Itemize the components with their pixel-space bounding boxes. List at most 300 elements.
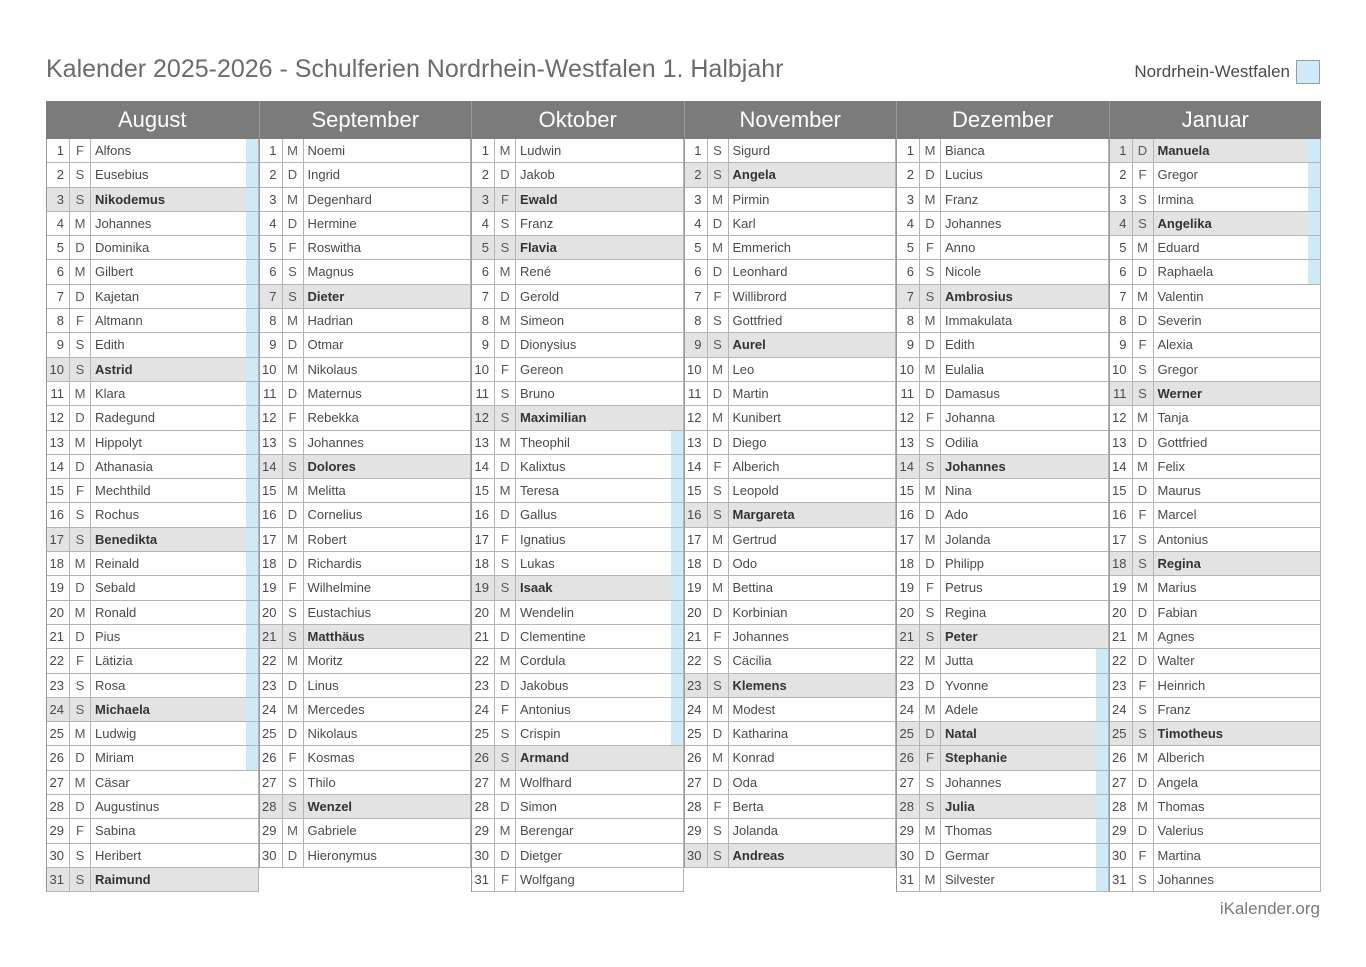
weekday: F	[1133, 503, 1154, 526]
day-number: 30	[472, 844, 495, 867]
day-number: 17	[897, 528, 920, 551]
weekday: D	[283, 212, 304, 235]
name-day: Yvonne	[945, 677, 989, 693]
name-day: Maternus	[307, 385, 362, 401]
weekday: S	[283, 285, 304, 308]
name-day: Nikolaus	[307, 361, 358, 377]
day-row	[47, 163, 259, 187]
name-day: Ewald	[520, 191, 558, 207]
weekday: D	[708, 382, 729, 405]
day-number: 14	[897, 455, 920, 478]
name-day: Tanja	[1157, 410, 1189, 426]
day-row	[685, 844, 897, 868]
day-number: 30	[260, 844, 283, 867]
weekday: F	[495, 358, 516, 381]
name-day: Marius	[1157, 580, 1197, 596]
day-row	[1110, 601, 1322, 625]
weekday: D	[70, 455, 91, 478]
name-day: Alberich	[1157, 750, 1205, 766]
day-row	[897, 552, 1109, 576]
weekday: D	[495, 503, 516, 526]
weekday: M	[1133, 285, 1154, 308]
name-day: Augustinus	[95, 799, 160, 815]
weekday: S	[70, 868, 91, 891]
name-day: Klara	[95, 385, 126, 401]
day-row	[685, 188, 897, 212]
day-number: 23	[260, 674, 283, 697]
day-row	[1110, 868, 1322, 892]
day-number: 28	[1110, 795, 1133, 818]
weekday: S	[920, 771, 941, 794]
day-number: 9	[47, 333, 70, 356]
day-number: 16	[685, 503, 708, 526]
name-day: Andreas	[732, 847, 785, 863]
name-day: Franz	[945, 191, 979, 207]
day-row	[260, 649, 472, 673]
weekday: M	[1133, 576, 1154, 599]
weekday: M	[920, 698, 941, 721]
day-number: 28	[47, 795, 70, 818]
day-row	[1110, 406, 1322, 430]
weekday: S	[283, 601, 304, 624]
weekday: S	[70, 674, 91, 697]
name-day: Regina	[945, 604, 987, 620]
name-day: Reinald	[95, 556, 140, 572]
name-day: Edith	[95, 337, 125, 353]
weekday: D	[920, 552, 941, 575]
name-day: Franz	[1157, 701, 1191, 717]
weekday: S	[283, 795, 304, 818]
day-row	[47, 601, 259, 625]
name-day: Peter	[945, 628, 978, 644]
weekday: S	[708, 309, 729, 332]
weekday: M	[708, 236, 729, 259]
day-row	[1110, 309, 1322, 333]
day-row	[47, 285, 259, 309]
name-day: Johannes	[95, 215, 152, 231]
day-number: 4	[685, 212, 708, 235]
weekday: M	[708, 358, 729, 381]
day-row	[897, 382, 1109, 406]
weekday: S	[1133, 188, 1154, 211]
day-row	[897, 163, 1109, 187]
name-day: Gregor	[1157, 167, 1198, 183]
day-row	[897, 260, 1109, 284]
name-day: Thilo	[307, 774, 336, 790]
legend	[1134, 60, 1320, 84]
name-day: Petrus	[945, 580, 983, 596]
name-day: Ambrosius	[945, 288, 1013, 304]
weekday: S	[70, 333, 91, 356]
weekday: D	[708, 552, 729, 575]
day-number: 13	[897, 431, 920, 454]
day-number: 23	[685, 674, 708, 697]
name-day: Pirmin	[732, 191, 770, 207]
day-row	[685, 601, 897, 625]
weekday: F	[283, 406, 304, 429]
weekday: M	[495, 260, 516, 283]
month-header: Januar	[1109, 101, 1322, 139]
day-number: 12	[897, 406, 920, 429]
day-row	[47, 576, 259, 600]
day-number: 31	[1110, 868, 1133, 891]
day-row	[260, 431, 472, 455]
day-row	[472, 576, 684, 600]
day-row	[1110, 552, 1322, 576]
day-row	[897, 528, 1109, 552]
day-row	[472, 868, 684, 892]
weekday: F	[1133, 844, 1154, 867]
day-row	[1110, 528, 1322, 552]
day-row	[1110, 625, 1322, 649]
day-number: 20	[897, 601, 920, 624]
day-row	[685, 431, 897, 455]
day-number: 18	[472, 552, 495, 575]
weekday: D	[70, 746, 91, 769]
day-row	[1110, 722, 1322, 746]
day-row	[260, 260, 472, 284]
day-number: 6	[685, 260, 708, 283]
day-number: 24	[897, 698, 920, 721]
weekday: S	[920, 795, 941, 818]
day-number: 27	[685, 771, 708, 794]
day-number: 31	[47, 868, 70, 891]
day-number: 27	[1110, 771, 1133, 794]
name-day: Dieter	[307, 288, 345, 304]
weekday: S	[495, 382, 516, 405]
weekday: M	[920, 139, 941, 162]
weekday: S	[70, 358, 91, 381]
day-row	[472, 674, 684, 698]
day-number: 29	[1110, 819, 1133, 842]
weekday: S	[708, 503, 729, 526]
day-row	[897, 406, 1109, 430]
weekday: D	[495, 285, 516, 308]
day-row	[1110, 431, 1322, 455]
name-day: Ado	[945, 507, 969, 523]
day-row	[1110, 649, 1322, 673]
day-row	[472, 406, 684, 430]
name-day: Altmann	[95, 313, 143, 329]
weekday: D	[283, 333, 304, 356]
day-row	[472, 188, 684, 212]
name-day: Degenhard	[307, 191, 372, 207]
day-number: 4	[47, 212, 70, 235]
name-day: Silvester	[945, 871, 995, 887]
weekday: F	[920, 746, 941, 769]
day-number: 15	[897, 479, 920, 502]
day-row	[260, 698, 472, 722]
day-number: 5	[260, 236, 283, 259]
day-number: 15	[1110, 479, 1133, 502]
calendar-grid	[46, 101, 1321, 892]
day-row	[260, 722, 472, 746]
day-row	[47, 746, 259, 770]
weekday: F	[70, 479, 91, 502]
day-row	[47, 358, 259, 382]
day-number: 16	[1110, 503, 1133, 526]
day-number: 25	[47, 722, 70, 745]
weekday: D	[70, 406, 91, 429]
day-number: 4	[260, 212, 283, 235]
day-row	[47, 552, 259, 576]
day-number: 5	[472, 236, 495, 259]
day-number: 7	[472, 285, 495, 308]
weekday: M	[495, 819, 516, 842]
name-day: Angela	[732, 167, 776, 183]
weekday: M	[495, 309, 516, 332]
day-row	[897, 455, 1109, 479]
weekday: F	[495, 528, 516, 551]
day-number: 14	[260, 455, 283, 478]
name-day: Gregor	[1157, 361, 1198, 377]
weekday: S	[1133, 698, 1154, 721]
day-row	[685, 576, 897, 600]
name-day: Johannes	[1157, 871, 1214, 887]
day-number: 17	[1110, 528, 1133, 551]
weekday: S	[1133, 212, 1154, 235]
day-row	[47, 431, 259, 455]
day-number: 26	[260, 746, 283, 769]
name-day: Johanna	[945, 410, 995, 426]
name-day: Johannes	[945, 774, 1002, 790]
day-row	[685, 503, 897, 527]
weekday: M	[920, 358, 941, 381]
weekday: D	[495, 795, 516, 818]
day-number: 8	[260, 309, 283, 332]
day-row	[260, 285, 472, 309]
day-number: 23	[472, 674, 495, 697]
day-row	[1110, 844, 1322, 868]
day-row	[472, 333, 684, 357]
weekday: F	[708, 455, 729, 478]
name-day: Eduard	[1157, 240, 1200, 256]
day-number: 1	[1110, 139, 1133, 162]
day-number: 29	[685, 819, 708, 842]
weekday: D	[920, 503, 941, 526]
name-day: Crispin	[520, 726, 561, 742]
weekday: M	[708, 746, 729, 769]
day-number: 8	[47, 309, 70, 332]
day-number: 20	[47, 601, 70, 624]
weekday: D	[920, 674, 941, 697]
weekday: M	[70, 431, 91, 454]
day-number: 11	[260, 382, 283, 405]
weekday: M	[1133, 625, 1154, 648]
name-day: Gabriele	[307, 823, 357, 839]
day-number: 19	[472, 576, 495, 599]
day-number: 27	[472, 771, 495, 794]
legend-swatch	[1296, 60, 1320, 84]
weekday: S	[1133, 528, 1154, 551]
weekday: S	[1133, 722, 1154, 745]
weekday: S	[495, 212, 516, 235]
day-row	[260, 844, 472, 868]
name-day: Irmina	[1157, 191, 1194, 207]
weekday: D	[70, 795, 91, 818]
name-day: Natal	[945, 726, 977, 742]
day-row	[897, 285, 1109, 309]
name-day: Johannes	[945, 458, 1006, 474]
weekday: S	[708, 844, 729, 867]
name-day: Cornelius	[307, 507, 363, 523]
name-day: Hippolyt	[95, 434, 142, 450]
weekday: D	[283, 844, 304, 867]
weekday: M	[495, 139, 516, 162]
day-number: 9	[472, 333, 495, 356]
day-row	[472, 552, 684, 576]
day-number: 21	[260, 625, 283, 648]
day-number: 8	[1110, 309, 1133, 332]
weekday: F	[283, 236, 304, 259]
name-day: Kalixtus	[520, 458, 566, 474]
day-row	[47, 844, 259, 868]
day-row	[685, 674, 897, 698]
weekday: S	[495, 552, 516, 575]
month-header: Oktober	[471, 101, 684, 139]
name-day: Severin	[1157, 313, 1202, 329]
name-day: Berengar	[520, 823, 574, 839]
name-day: Maurus	[1157, 483, 1201, 499]
day-number: 20	[685, 601, 708, 624]
day-number: 14	[472, 455, 495, 478]
day-number: 25	[1110, 722, 1133, 745]
day-list	[471, 139, 684, 892]
name-day: Hermine	[307, 215, 357, 231]
name-day: Gottfried	[1157, 434, 1208, 450]
weekday: M	[70, 212, 91, 235]
day-row	[472, 309, 684, 333]
weekday: D	[495, 455, 516, 478]
name-day: Wilhelmine	[307, 580, 372, 596]
day-number: 4	[472, 212, 495, 235]
name-day: Moritz	[307, 653, 343, 669]
day-number: 1	[472, 139, 495, 162]
day-number: 21	[685, 625, 708, 648]
weekday: M	[1133, 236, 1154, 259]
weekday: S	[495, 236, 516, 259]
name-day: Raphaela	[1157, 264, 1214, 280]
day-number: 17	[260, 528, 283, 551]
day-number: 12	[260, 406, 283, 429]
name-day: Jakobus	[520, 677, 569, 693]
day-number: 29	[897, 819, 920, 842]
day-number: 1	[897, 139, 920, 162]
name-day: Benedikta	[95, 531, 158, 547]
weekday: D	[1133, 649, 1154, 672]
name-day: Angelika	[1157, 215, 1212, 231]
name-day: Klemens	[732, 677, 787, 693]
day-number: 15	[260, 479, 283, 502]
month-column	[259, 101, 472, 892]
day-row	[897, 625, 1109, 649]
name-day: Gilbert	[95, 264, 134, 280]
day-number: 19	[47, 576, 70, 599]
name-day: Diego	[732, 434, 767, 450]
day-list	[896, 139, 1109, 892]
day-number: 22	[47, 649, 70, 672]
weekday: D	[920, 382, 941, 405]
day-row	[47, 139, 259, 163]
day-number: 13	[685, 431, 708, 454]
weekday: F	[70, 649, 91, 672]
day-number: 12	[47, 406, 70, 429]
name-day: Sabina	[95, 823, 136, 839]
name-day: Michaela	[95, 701, 150, 717]
day-list	[259, 139, 472, 868]
weekday: M	[708, 576, 729, 599]
day-number: 6	[1110, 260, 1133, 283]
weekday: D	[1133, 309, 1154, 332]
day-row	[685, 528, 897, 552]
day-number: 7	[260, 285, 283, 308]
day-row	[1110, 358, 1322, 382]
name-day: Sigurd	[732, 143, 771, 158]
weekday: D	[708, 431, 729, 454]
name-day: Jolanda	[732, 823, 779, 839]
weekday: M	[1133, 795, 1154, 818]
day-list	[46, 139, 259, 892]
day-number: 17	[47, 528, 70, 551]
name-day: René	[520, 264, 552, 280]
day-row	[897, 795, 1109, 819]
day-number: 11	[472, 382, 495, 405]
day-number: 2	[1110, 163, 1133, 186]
day-row	[685, 358, 897, 382]
name-day: Cäcilia	[732, 653, 772, 669]
day-row	[47, 819, 259, 843]
day-number: 21	[47, 625, 70, 648]
name-day: Stephanie	[945, 750, 1008, 766]
weekday: S	[708, 163, 729, 186]
day-row	[1110, 382, 1322, 406]
weekday: S	[708, 819, 729, 842]
day-row	[260, 236, 472, 260]
name-day: Nikolaus	[307, 726, 358, 742]
day-number: 24	[685, 698, 708, 721]
day-row	[685, 236, 897, 260]
day-number: 23	[897, 674, 920, 697]
weekday: M	[920, 188, 941, 211]
day-number: 14	[47, 455, 70, 478]
day-row	[897, 868, 1109, 892]
weekday: S	[708, 333, 729, 356]
name-day: Marcel	[1157, 507, 1197, 523]
day-number: 14	[1110, 455, 1133, 478]
name-day: Valerius	[1157, 823, 1204, 839]
name-day: Magnus	[307, 264, 354, 280]
day-number: 11	[897, 382, 920, 405]
day-row	[472, 722, 684, 746]
day-row	[47, 625, 259, 649]
weekday: D	[495, 333, 516, 356]
day-row	[260, 674, 472, 698]
weekday: M	[283, 698, 304, 721]
day-row	[897, 358, 1109, 382]
name-day: Melitta	[307, 483, 346, 499]
weekday: D	[920, 333, 941, 356]
day-row	[1110, 771, 1322, 795]
day-number: 3	[260, 188, 283, 211]
weekday: S	[495, 746, 516, 769]
weekday: S	[70, 698, 91, 721]
day-number: 20	[472, 601, 495, 624]
name-day: Bettina	[732, 580, 773, 596]
day-number: 7	[1110, 285, 1133, 308]
day-number: 3	[47, 188, 70, 211]
weekday: S	[70, 188, 91, 211]
footer-brand[interactable]: iKalender.org	[1219, 899, 1320, 918]
